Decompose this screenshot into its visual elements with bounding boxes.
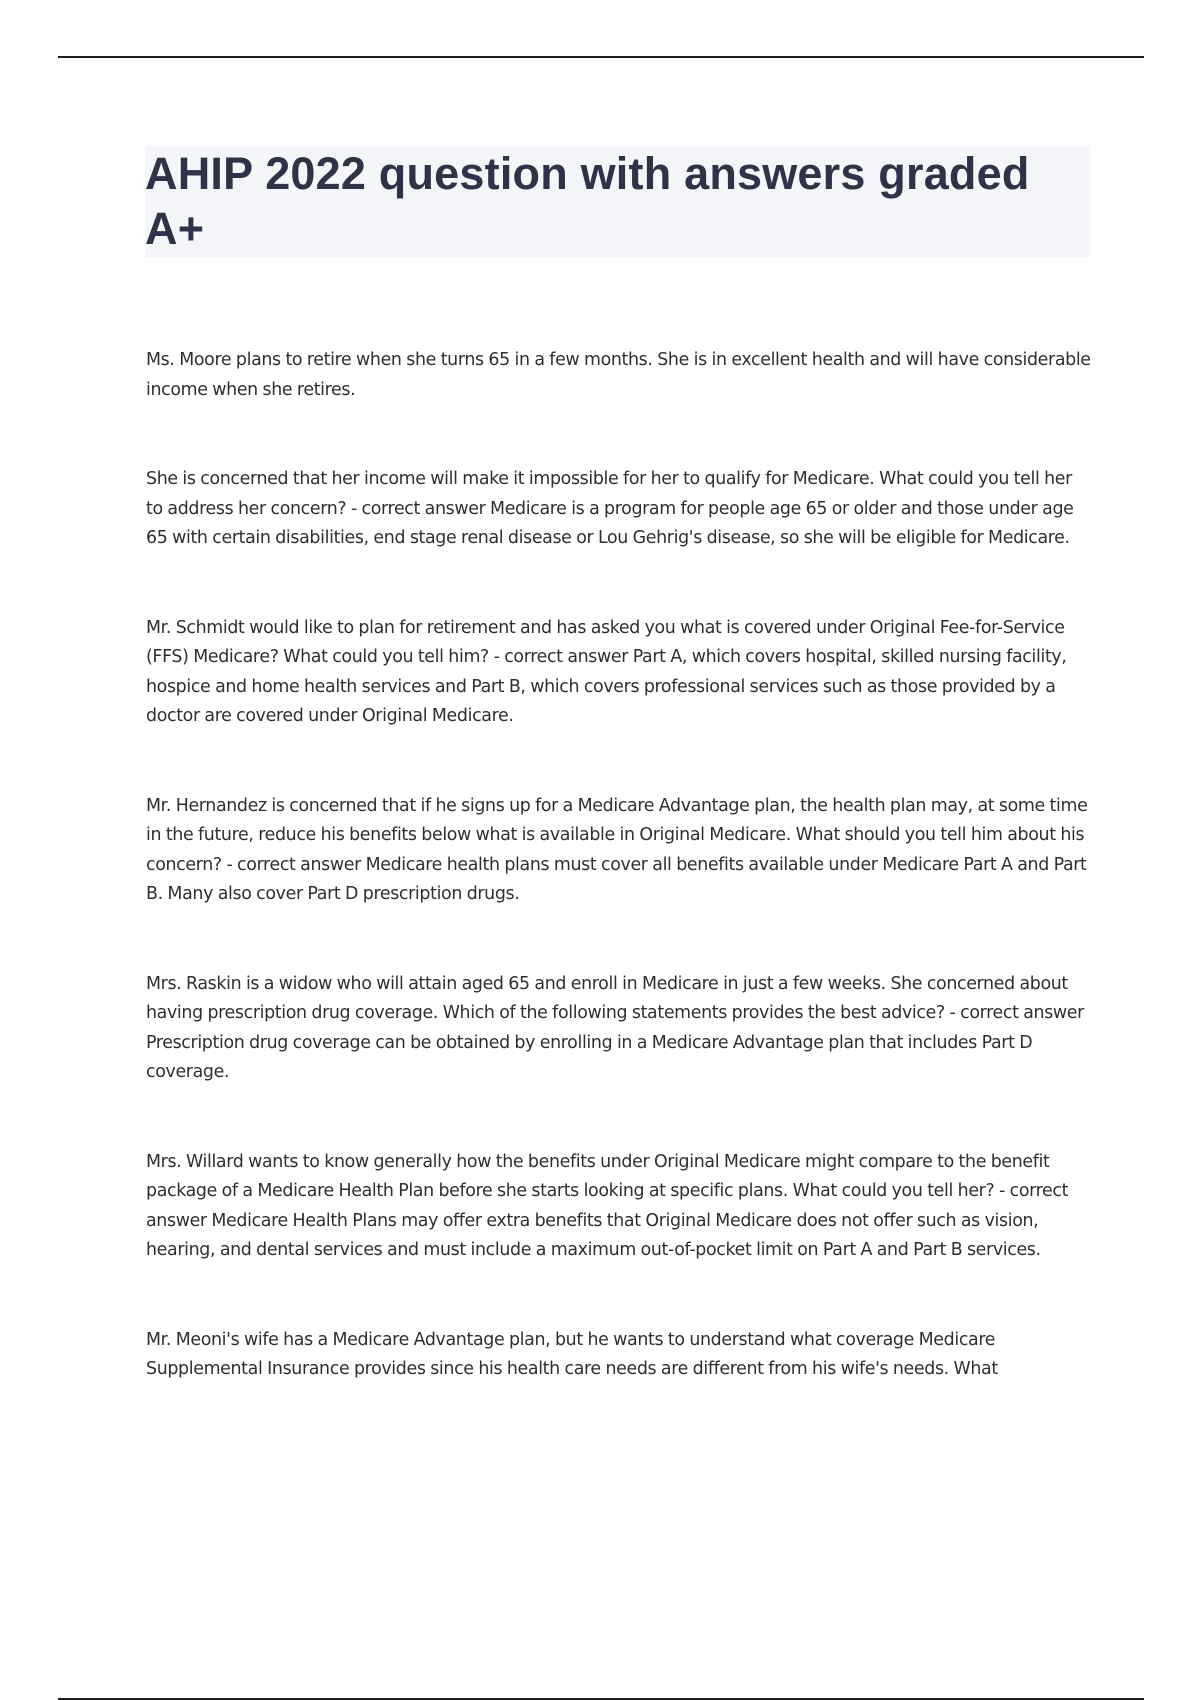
qa-paragraph: Ms. Moore plans to retire when she turns 65 in a few months. She is in excellent health and will have considerable income when she retires. [146,350,1091,400]
qa-paragraph: Mr. Hernandez is concerned that if he signs up for a Medicare Advantage plan, the health plan may, at some time in the future, reduce his benefits below what is available in Original Medicare. What should you tell him about his concern? - correct answer Medicare health plans must cover all benefits available under Medicare Part A and Part B. Many also cover Part D prescription drugs. [146,795,1088,904]
qa-paragraph: Mr. Schmidt would like to plan for retirement and has asked you what is covered under Original Fee-for-Service (FFS) Medicare? What could you tell him? - correct answer Part A, which covers hospital, skilled nursing facility, hospice and home health services and Part B, which covers professional services such as those provided by a doctor are covered under Original Medicare. [146,617,1067,726]
document-title: AHIP 2022 question with answers graded A+ [145,148,1030,254]
qa-list [146,346,1091,1385]
title-box [145,146,1090,257]
qa-paragraph: Mrs. Raskin is a widow who will attain aged 65 and enroll in Medicare in just a few weeks. She concerned about having prescription drug coverage. Which of the following statements provides the best advice? - correct answer Prescription drug coverage can be obtained by enrolling in a Medicare Advantage plan that includes Part D coverage. [146,973,1084,1082]
qa-paragraph: Mrs. Willard wants to know generally how the benefits under Original Medicare might compare to the benefit package of a Medicare Health Plan before she starts looking at specific plans. What could you tell her? - correct answer Medicare Health Plans may offer extra benefits that Original Medicare does not offer such as vision, hearing, and dental services and must include a maximum out-of-pocket limit on Part A and Part B services. [146,1151,1069,1260]
top-rule [58,56,1144,58]
qa-paragraph: She is concerned that her income will make it impossible for her to qualify for Medicare. What could you tell her to address her concern? - correct answer Medicare is a program for people age 65 or older and those under age 65 with certain disabilities, end stage renal disease or Lou Gehrig's disease, so she will be eligible for Medicare. [146,469,1074,548]
qa-paragraph: Mr. Meoni's wife has a Medicare Advantage plan, but he wants to understand what coverage Medicare Supplemental Insurance provides since his health care needs are different from his wife's needs. What [146,1329,998,1379]
